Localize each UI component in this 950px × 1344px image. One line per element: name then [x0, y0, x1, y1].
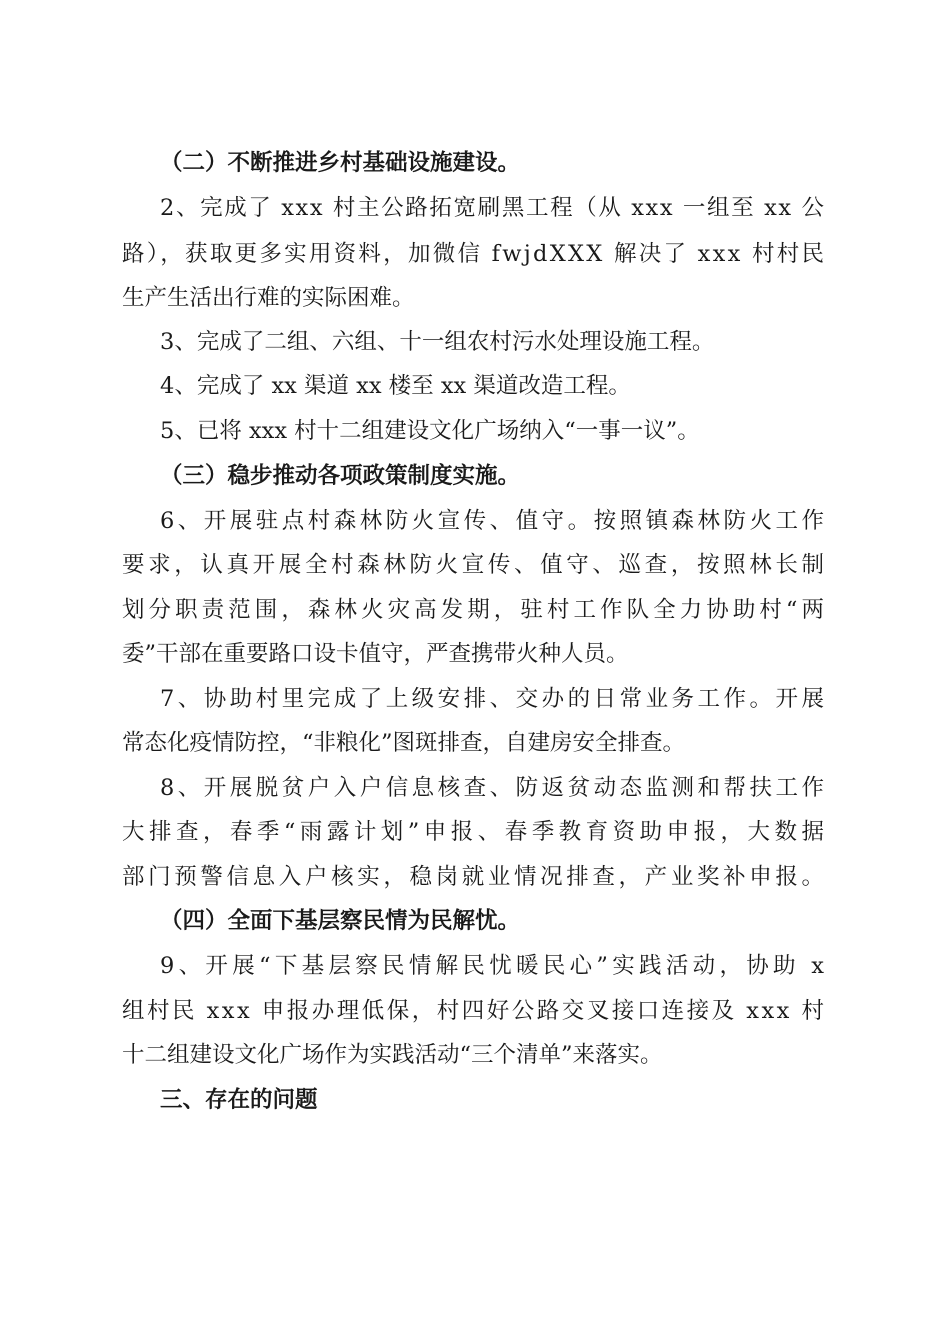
section-heading-4: （四）全面下基层察民情为民解忧。: [160, 908, 521, 934]
paragraph-line: 路），获取更多实用资料，加微信 fwjdXXX 解决了 xxx 村村民: [122, 241, 827, 267]
paragraph-line: 9、开展“下基层察民情解民忧暖民心”实践活动，协助 x: [160, 953, 829, 979]
paragraph-line: 要求，认真开展全村森林防火宣传、值守、巡查，按照林长制: [122, 552, 828, 578]
paragraph-line: 生产生活出行难的实际困难。: [122, 285, 415, 311]
section-heading-3: （三）稳步推动各项政策制度实施。: [160, 463, 521, 489]
paragraph-line: 常态化疫情防控，“非粮化”图斑排查，自建房安全排查。: [122, 730, 686, 756]
paragraph-line: 组村民 xxx 申报办理低保，村四好公路交叉接口连接及 xxx 村: [122, 998, 827, 1024]
paragraph-line: 5、已将 xxx 村十二组建设文化广场纳入“一事一议”。: [160, 418, 700, 444]
paragraph-line: 部门预警信息入户核实，稳岗就业情况排查，产业奖补申报。: [122, 864, 828, 890]
paragraph-line: 划分职责范围，森林火灾高发期，驻村工作队全力协助村“两: [122, 597, 829, 623]
paragraph-line: 8、开展脱贫户入户信息核查、防返贫动态监测和帮扶工作: [160, 775, 828, 801]
section-heading-2: （二）不断推进乡村基础设施建设。: [160, 150, 521, 176]
chapter-heading-problems: 三、存在的问题: [160, 1087, 318, 1113]
paragraph-line: 3、完成了二组、六组、十一组农村污水处理设施工程。: [160, 329, 715, 355]
paragraph-line: 7、协助村里完成了上级安排、交办的日常业务工作。开展: [160, 686, 828, 712]
paragraph-line: 十二组建设文化广场作为实践活动“三个清单”来落实。: [122, 1042, 663, 1068]
paragraph-line: 2、完成了 xxx 村主公路拓宽刷黑工程（从 xxx 一组至 xx 公: [160, 195, 826, 221]
paragraph-line: 4、完成了 xx 渠道 xx 楼至 xx 渠道改造工程。: [160, 373, 631, 399]
paragraph-line: 大排查，春季“雨露计划”申报、春季教育资助申报，大数据: [122, 819, 829, 845]
paragraph-line: 委”干部在重要路口设卡值守，严查携带火种人员。: [122, 641, 629, 667]
paragraph-line: 6、开展驻点村森林防火宣传、值守。按照镇森林防火工作: [160, 508, 828, 534]
